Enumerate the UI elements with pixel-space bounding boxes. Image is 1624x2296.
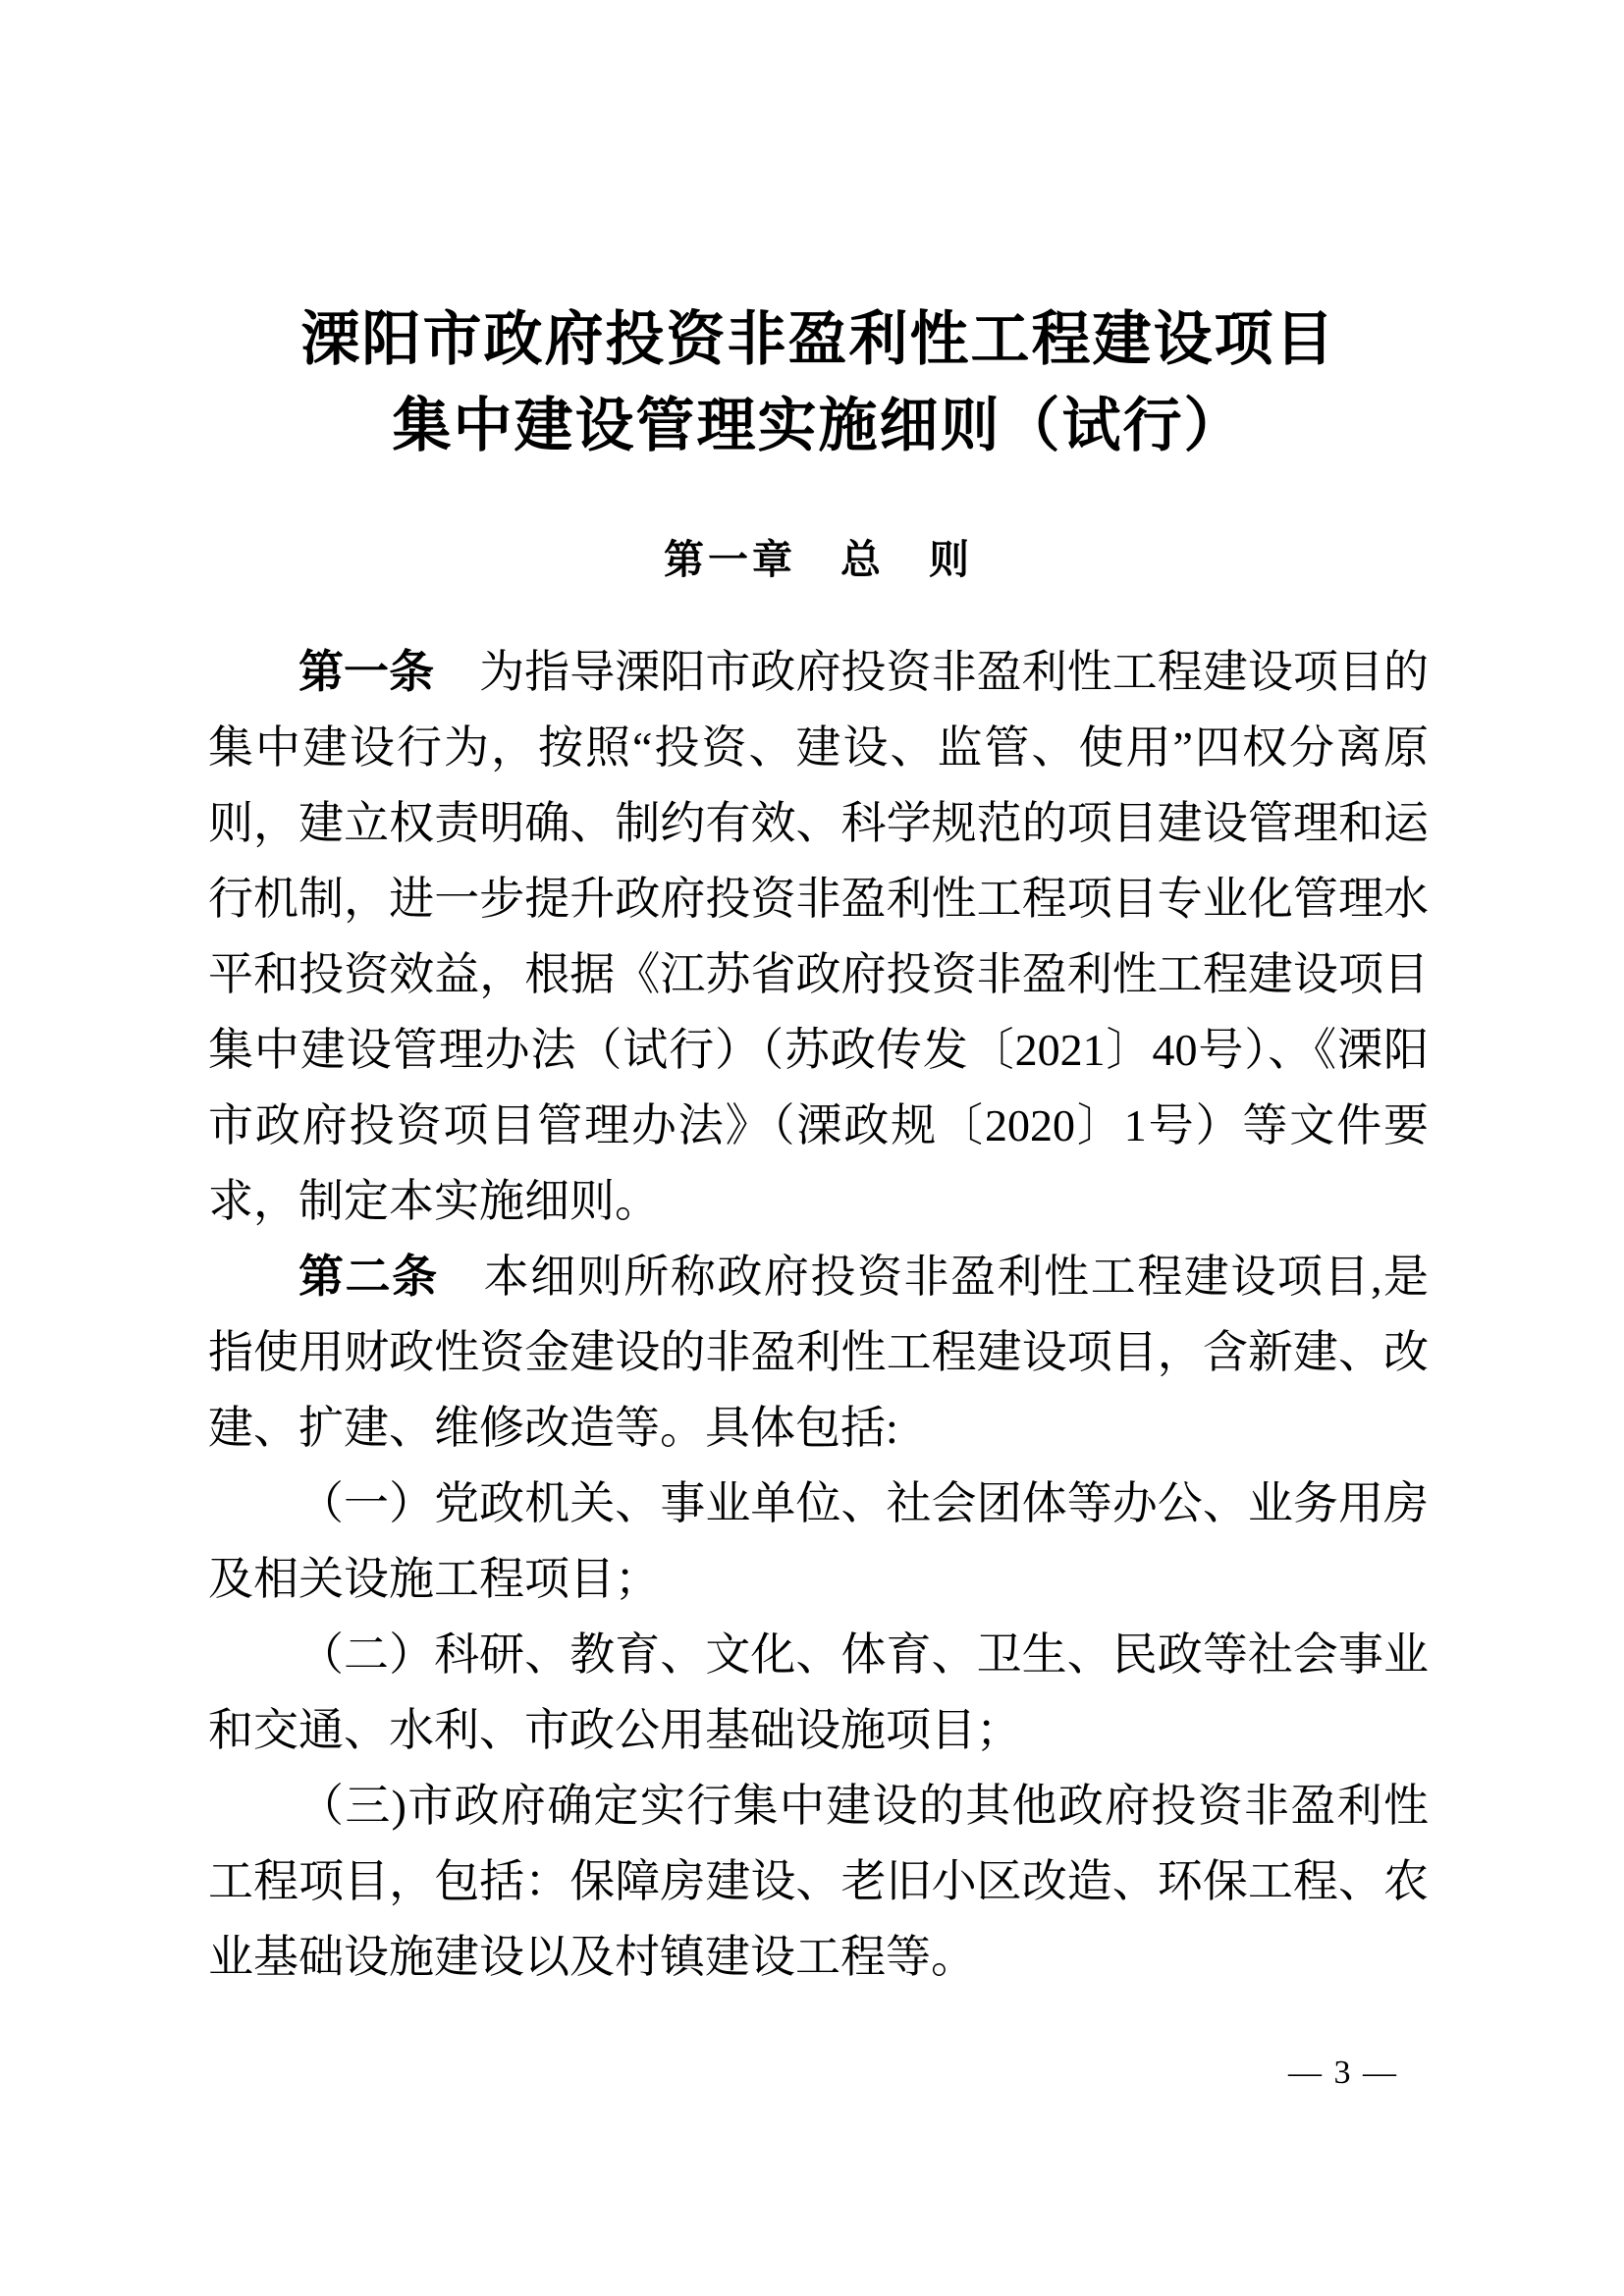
document-title-line-2: 集中建设管理实施细则（试行） xyxy=(392,394,1245,458)
document-title xyxy=(208,296,1429,469)
chapter-heading: 第一章 总 则 xyxy=(664,537,973,582)
paragraph-text: 为指导溧阳市政府投资非盈利性工程建设项目的集中建设行为，按照“投资、建设、监管、使用”四权分离原则，建立权责明确、制约有效、科学规范的项目建设管理和运行机制，进一步提升政府投资非盈利性工程项目专业化管理水平和投资效益，根据《江苏省政府投资非盈利性工程建设项目集中建设管理办法（试行）（苏政传发〔2021〕40号）、《溧阳市政府投资项目管理办法》（溧政规〔2020〕1号）等文件要求，制定本实施细则。 xyxy=(208,647,1430,1226)
document-body xyxy=(208,634,1429,1995)
list-item-paragraph xyxy=(208,1617,1429,1768)
article-paragraph xyxy=(208,634,1429,1239)
article-paragraph xyxy=(208,1239,1429,1466)
list-item-paragraph xyxy=(208,1466,1429,1617)
article-number-label: 第二条 xyxy=(298,1251,439,1302)
page-number: — 3 — xyxy=(1288,2055,1398,2091)
document-title-line-1: 溧阳市政府投资非盈利性工程建设项目 xyxy=(300,307,1336,372)
paragraph-text: （二）科研、教育、文化、体育、卫生、民政等社会事业和交通、水利、市政公用基础设施项目； xyxy=(208,1629,1429,1755)
document-content xyxy=(208,0,1429,1995)
paragraph-text: （三)市政府确定实行集中建设的其他政府投资非盈利性工程项目，包括：保障房建设、老旧小区改造、环保工程、农业基础设施建设以及村镇建设工程等。 xyxy=(208,1781,1429,1982)
list-item-paragraph xyxy=(208,1768,1429,1995)
article-number-label: 第一条 xyxy=(298,646,435,697)
paragraph-text: （一）党政机关、事业单位、社会团体等办公、业务用房及相关设施工程项目； xyxy=(208,1478,1429,1604)
paragraph-text: 本细则所称政府投资非盈利性工程建设项目,是指使用财政性资金建设的非盈利性工程建设项目，含新建、改建、扩建、维修改造等。具体包括: xyxy=(208,1252,1430,1453)
